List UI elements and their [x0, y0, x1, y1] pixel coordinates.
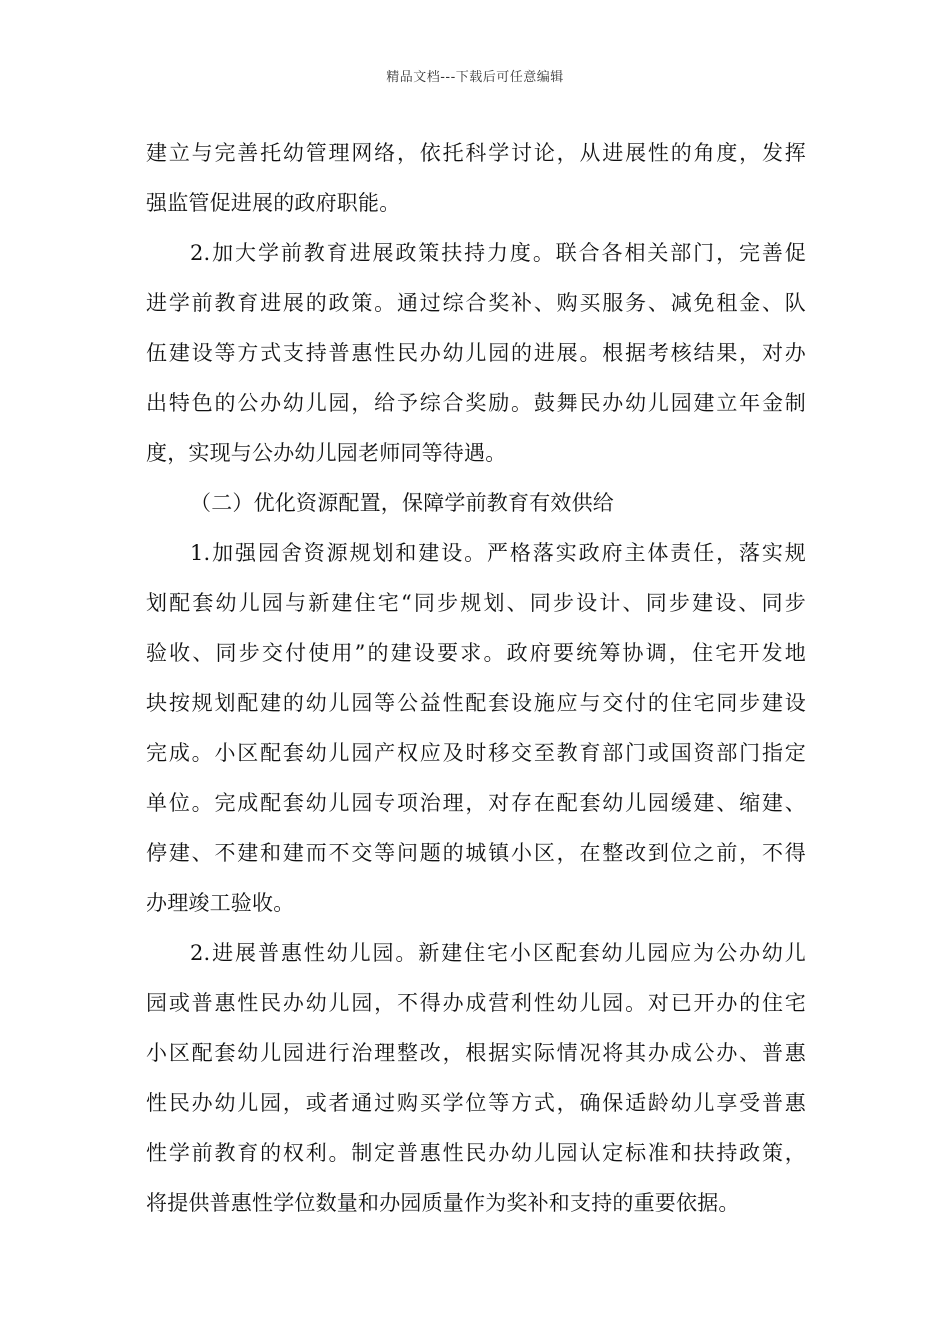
- text-line: 停建、不建和建而不交等问题的城镇小区，在整改到位之前，不得: [146, 841, 806, 865]
- text-line: 性民办幼儿园，或者通过购买学位等方式，确保适龄幼儿享受普惠: [146, 1091, 806, 1115]
- text-line: 小区配套幼儿园进行治理整改，根据实际情况将其办成公办、普惠: [146, 1041, 806, 1065]
- text-line: 性学前教育的权利。制定普惠性民办幼儿园认定标准和扶持政策，: [146, 1141, 806, 1165]
- text-line: 2.进展普惠性幼儿园。新建住宅小区配套幼儿园应为公办幼儿: [190, 941, 806, 965]
- text-line: 办理竣工验收。: [146, 891, 295, 915]
- text-line: 将提供普惠性学位数量和办园质量作为奖补和支持的重要依据。: [146, 1191, 740, 1215]
- text-line: 完成。小区配套幼儿园产权应及时移交至教育部门或国资部门指定: [146, 741, 806, 765]
- text-line: 划配套幼儿园与新建住宅“同步规划、同步设计、同步建设、同步: [146, 591, 806, 615]
- text-line: 伍建设等方式支持普惠性民办幼儿园的进展。根据考核结果，对办: [146, 341, 806, 365]
- text-line: （二）优化资源配置，保障学前教育有效供给: [190, 491, 614, 515]
- document-body: [146, 128, 806, 1228]
- text-line: 2.加大学前教育进展政策扶持力度。联合各相关部门，完善促: [190, 241, 806, 265]
- page-header: 精品文档---下载后可任意编辑: [386, 70, 564, 85]
- text-line: 块按规划配建的幼儿园等公益性配套设施应与交付的住宅同步建设: [146, 691, 806, 715]
- text-line: 1.加强园舍资源规划和建设。严格落实政府主体责任，落实规: [190, 541, 806, 565]
- text-line: 园或普惠性民办幼儿园，不得办成营利性幼儿园。对已开办的住宅: [146, 991, 806, 1015]
- text-line: 进学前教育进展的政策。通过综合奖补、购买服务、减免租金、队: [146, 291, 806, 315]
- text-line: 建立与完善托幼管理网络，依托科学讨论，从进展性的角度，发挥: [146, 141, 806, 165]
- text-line: 度，实现与公办幼儿园老师同等待遇。: [146, 441, 507, 465]
- text-line: 出特色的公办幼儿园，给予综合奖励。鼓舞民办幼儿园建立年金制: [146, 391, 806, 415]
- text-line: 强监管促进展的政府职能。: [146, 191, 401, 215]
- text-line: 验收、同步交付使用”的建设要求。政府要统筹协调，住宅开发地: [146, 641, 806, 665]
- text-line: 单位。完成配套幼儿园专项治理，对存在配套幼儿园缓建、缩建、: [146, 791, 806, 815]
